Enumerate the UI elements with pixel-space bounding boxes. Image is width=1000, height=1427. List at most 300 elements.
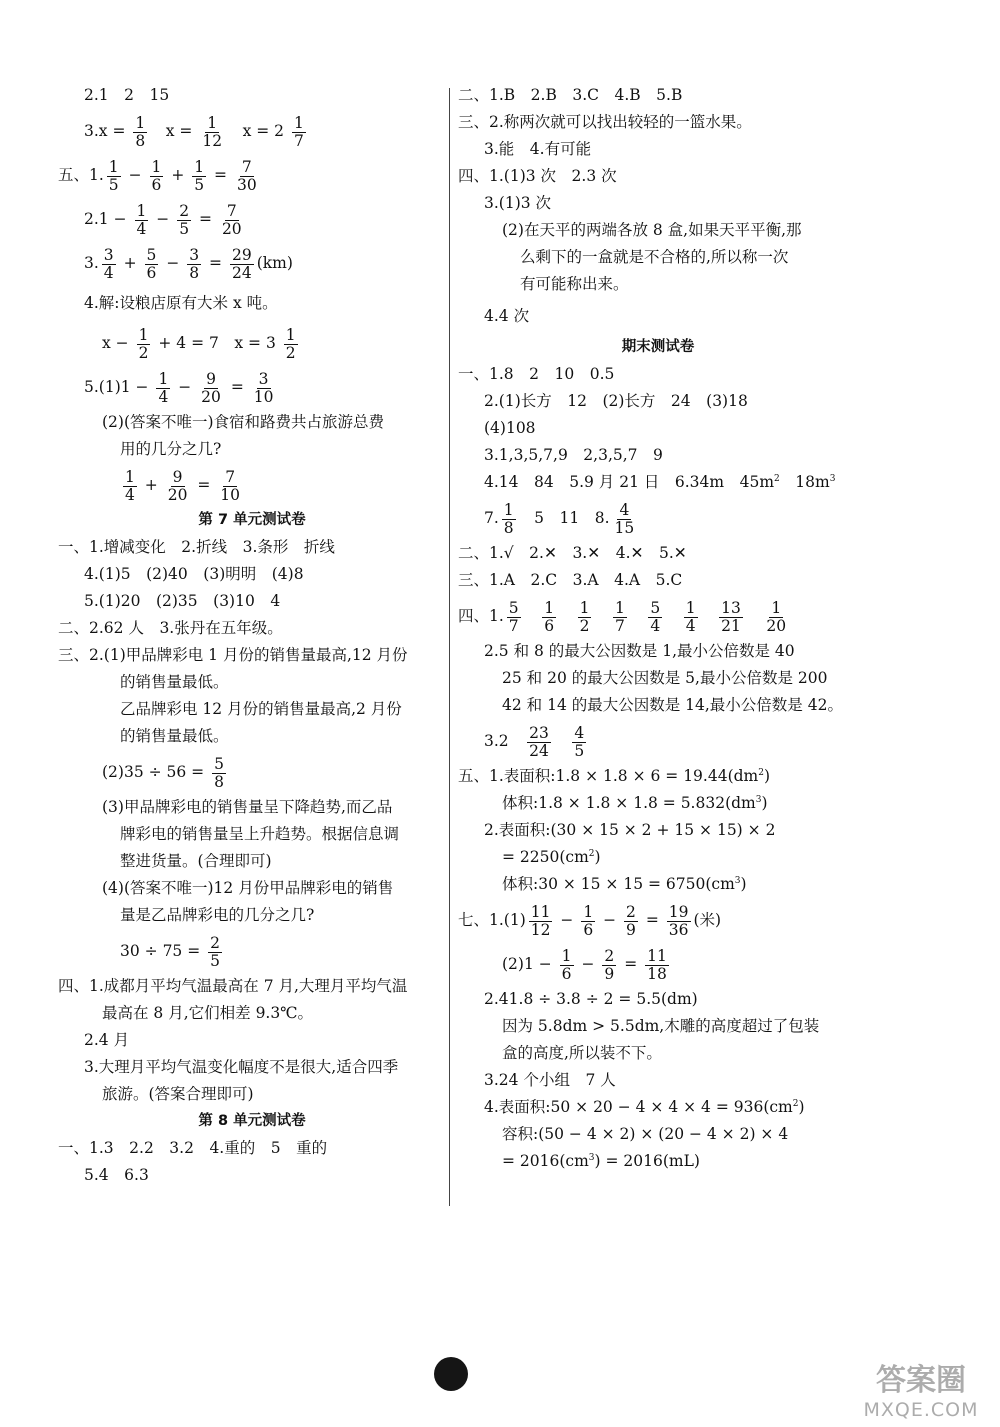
fraction <box>284 327 298 362</box>
answer-text: = 2250(cm <box>502 848 589 866</box>
answer-line <box>458 298 858 334</box>
answer-text: − <box>123 166 147 184</box>
fraction-numerator: 1 <box>135 113 146 132</box>
answer-line <box>58 821 446 848</box>
answer-line <box>458 942 858 986</box>
fraction-numerator: 2 <box>604 946 615 965</box>
left-column <box>58 82 446 1189</box>
fraction-denominator: 5 <box>108 175 119 194</box>
fraction-denominator: 2 <box>579 616 590 635</box>
answer-line <box>458 217 858 244</box>
answer-line <box>58 973 446 1000</box>
fraction-numerator: 1 <box>158 369 169 388</box>
fraction <box>507 600 521 635</box>
answer-text: 2.1 2 15 <box>84 86 170 104</box>
fraction <box>187 247 201 282</box>
fraction <box>667 904 691 939</box>
fraction-numerator: 2 <box>179 201 190 220</box>
answer-line <box>458 109 858 136</box>
answer-line <box>58 794 446 821</box>
fraction-numerator: 1 <box>136 201 147 220</box>
answer-line <box>458 540 858 567</box>
superscript: 2 <box>588 848 595 859</box>
fraction-numerator: 1 <box>503 500 514 519</box>
answer-text: x = 2 <box>227 122 289 140</box>
answer-text: 一、1.3 2.2 3.2 4.重的 5 重的 <box>58 1139 328 1157</box>
fraction <box>212 756 226 791</box>
answer-text: = <box>209 166 232 184</box>
answer-text: + <box>118 254 142 272</box>
answer-text: 五、1. <box>58 166 104 184</box>
answer-line <box>458 763 858 790</box>
fraction-denominator: 4 <box>125 485 135 504</box>
answer-text: 旅游。(答案合理即可) <box>102 1085 254 1103</box>
fraction-denominator: 4 <box>158 387 169 406</box>
fraction-numerator: 1 <box>771 598 782 617</box>
fraction <box>150 159 164 194</box>
fraction-numerator: 4 <box>574 723 585 742</box>
fraction-denominator: 5 <box>179 219 190 238</box>
fraction-denominator: 5 <box>194 175 205 194</box>
fraction-numerator: 1 <box>583 902 594 921</box>
watermark-logo <box>846 1363 996 1421</box>
fraction-denominator: 6 <box>151 175 162 194</box>
fraction-denominator: 36 <box>668 920 689 939</box>
column-divider <box>449 88 450 1206</box>
fraction-numerator: 1 <box>194 157 205 176</box>
fraction-denominator: 6 <box>561 964 572 983</box>
answer-text: 3.能 4.有可能 <box>484 140 592 158</box>
fraction-numerator: 1 <box>544 598 555 617</box>
fraction-numerator: 7 <box>241 157 252 176</box>
answer-line <box>458 244 858 271</box>
answer-text: 量是乙品牌彩电的几分之几? <box>120 906 315 924</box>
superscript: 2 <box>792 1098 799 1109</box>
fraction <box>133 115 147 150</box>
fraction-denominator: 6 <box>544 616 555 635</box>
section-heading <box>58 1108 446 1135</box>
answer-text: = 2016(cm <box>502 1152 589 1170</box>
answer-line <box>458 82 858 109</box>
answer-line <box>458 790 858 817</box>
fraction-numerator: 23 <box>529 723 549 742</box>
fraction-denominator: 24 <box>231 263 252 282</box>
answer-text: 的销售量最低。 <box>120 727 229 745</box>
answer-text: 最高在 8 月,它们相差 9.3℃。 <box>102 1004 314 1022</box>
fraction-numerator: 7 <box>225 467 236 486</box>
answer-text: 3.2 <box>484 732 525 750</box>
fraction-denominator: 4 <box>136 219 147 238</box>
answer-text: ) <box>761 794 768 812</box>
answer-line <box>58 153 446 197</box>
answer-line <box>458 986 858 1013</box>
answer-text: 5.(1)1 − <box>84 378 154 396</box>
answer-line <box>58 615 446 642</box>
answer-text <box>665 607 681 625</box>
fraction-denominator: 15 <box>614 518 635 537</box>
fraction-numerator: 1 <box>207 113 218 132</box>
answer-text: 四、1.(1)3 次 2.3 次 <box>458 167 617 185</box>
superscript: 2 <box>774 473 780 484</box>
answer-line <box>58 463 446 507</box>
answer-line <box>58 109 446 153</box>
page-number-badge <box>434 1357 468 1391</box>
fraction-numerator: 9 <box>172 467 183 486</box>
answer-text: 4.4 次 <box>484 307 530 325</box>
answer-text <box>554 732 570 750</box>
fraction-denominator: 12 <box>530 920 551 939</box>
fraction-denominator: 8 <box>135 131 146 150</box>
answer-text: 因为 5.8dm > 5.5dm,木雕的高度超过了包装 <box>502 1017 820 1035</box>
fraction <box>542 600 556 635</box>
answer-line <box>458 469 858 496</box>
fraction-numerator: 13 <box>721 598 741 617</box>
answer-line <box>58 875 446 902</box>
answer-text: = <box>640 911 664 929</box>
answer-line <box>58 1054 446 1081</box>
answer-line <box>458 1121 858 1148</box>
answer-line <box>458 1013 858 1040</box>
answer-text <box>594 607 610 625</box>
answer-text: 2.4 月 <box>84 1031 130 1049</box>
fraction-denominator: 18 <box>647 964 667 983</box>
answer-text: = <box>204 254 227 272</box>
answer-text: = <box>192 476 216 494</box>
answer-text: (米) <box>693 911 722 929</box>
answer-line <box>58 365 446 409</box>
answer-text: 二、2.62 人 3.张丹在五年级。 <box>58 619 283 637</box>
answer-line <box>458 496 858 540</box>
fraction-numerator: 1 <box>108 157 119 176</box>
fraction-numerator: 5 <box>146 245 157 264</box>
fraction-denominator: 10 <box>253 387 274 406</box>
answer-line <box>58 561 446 588</box>
answer-line <box>458 594 858 638</box>
answer-text: 二、1.√ 2.✕ 3.✕ 4.✕ 5.✕ <box>458 544 687 562</box>
answer-line <box>458 442 858 469</box>
answer-text: 4.14 84 5.9 月 21 日 6.34m 45m <box>484 473 775 491</box>
answer-text: (km) <box>256 254 293 272</box>
fraction-numerator: 3 <box>258 369 269 388</box>
answer-text <box>524 607 540 625</box>
fraction-denominator: 21 <box>721 616 741 635</box>
fraction-denominator: 2 <box>138 343 149 362</box>
fraction <box>684 600 698 635</box>
answer-text: 3.大理月平均气温变化幅度不是很大,适合四季 <box>84 1058 399 1076</box>
fraction <box>252 371 276 406</box>
answer-text: 四、1.成都月平均气温最高在 7 月,大理月平均气温 <box>58 977 408 995</box>
fraction-numerator: 1 <box>125 467 135 486</box>
answer-text: 三、1.A 2.C 3.A 4.A 5.C <box>458 571 683 589</box>
fraction-denominator: 7 <box>508 616 519 635</box>
answer-line <box>58 902 446 929</box>
fraction <box>502 502 516 537</box>
answer-text: 5 11 8. <box>518 509 610 527</box>
fraction <box>166 469 190 504</box>
answer-line <box>458 361 858 388</box>
fraction-numerator: 1 <box>151 157 162 176</box>
fraction-denominator: 6 <box>583 920 594 939</box>
answer-line <box>458 844 858 871</box>
answer-line <box>458 415 858 442</box>
answer-text: 么剩下的一盒就是不合格的,所以称一次 <box>520 248 789 266</box>
answer-line <box>458 871 858 898</box>
answer-line <box>58 642 446 669</box>
answer-text: 一、1.增减变化 2.折线 3.条形 折线 <box>58 538 335 556</box>
fraction <box>220 203 244 238</box>
fraction <box>527 725 551 760</box>
superscript: 3 <box>588 1152 595 1163</box>
fraction <box>192 159 206 194</box>
watermark-text: 答案圈 <box>876 1363 966 1398</box>
answer-line <box>58 929 446 973</box>
answer-line <box>58 534 446 561</box>
answer-text <box>630 607 646 625</box>
answer-text: 第 8 单元测试卷 <box>198 1113 306 1129</box>
answer-text: 一、1.8 2 10 0.5 <box>458 365 615 383</box>
answer-line <box>458 136 858 163</box>
superscript: 3 <box>755 794 762 805</box>
fraction <box>235 159 259 194</box>
answer-text: − <box>555 911 579 929</box>
superscript: 2 <box>758 767 764 778</box>
answer-line <box>458 388 858 415</box>
answer-text: (2)1 − <box>502 955 557 973</box>
answer-text: 2.41.8 ÷ 3.8 ÷ 2 = 5.5(dm) <box>484 990 698 1008</box>
fraction-numerator: 1 <box>293 113 304 132</box>
answer-text: + 4 = 7 x = 3 <box>153 334 281 352</box>
fraction-numerator: 4 <box>619 500 630 519</box>
answer-text: 整进货量。(合理即可) <box>120 852 272 870</box>
fraction-numerator: 7 <box>226 201 237 220</box>
fraction-denominator: 8 <box>503 518 514 537</box>
fraction <box>578 600 592 635</box>
answer-line <box>58 723 446 750</box>
answer-text: x = <box>98 122 131 140</box>
answer-text <box>746 607 762 625</box>
answer-text: 七、1.(1) <box>458 911 526 929</box>
answer-text: 期末测试卷 <box>621 339 695 355</box>
answer-text: + <box>166 166 190 184</box>
fraction-numerator: 11 <box>647 946 667 965</box>
fraction-denominator: 4 <box>650 616 661 635</box>
answer-text: 体积:1.8 × 1.8 × 1.8 = 5.832(dm <box>502 794 756 812</box>
answer-text: − <box>151 210 175 228</box>
fraction-denominator: 24 <box>529 741 549 760</box>
fraction-numerator: 1 <box>579 598 590 617</box>
fraction-denominator: 20 <box>221 219 242 238</box>
fraction-denominator: 12 <box>202 131 223 150</box>
answer-line <box>458 163 858 190</box>
fraction-numerator: 11 <box>530 902 551 921</box>
answer-text: 3.1,3,5,7,9 2,3,5,7 9 <box>484 446 663 464</box>
fraction <box>102 247 116 282</box>
fraction <box>137 327 151 362</box>
fraction <box>645 948 669 983</box>
answer-line <box>458 567 858 594</box>
fraction <box>200 115 224 150</box>
fraction-denominator: 30 <box>236 175 257 194</box>
fraction-numerator: 9 <box>206 369 216 388</box>
fraction <box>123 469 137 504</box>
answer-line <box>58 436 446 463</box>
answer-text: 2.5 和 8 的最大公因数是 1,最小公倍数是 40 <box>484 642 795 660</box>
answer-text: 五、1.表面积:1.8 × 1.8 × 6 = 19.44(dm <box>458 767 759 785</box>
fraction-numerator: 5 <box>650 598 661 617</box>
fraction-numerator: 3 <box>189 245 200 264</box>
fraction-denominator: 7 <box>293 131 304 150</box>
fraction-denominator: 4 <box>103 263 114 282</box>
answer-line <box>458 817 858 844</box>
answer-text <box>701 607 717 625</box>
answer-text: ) = 2016(mL) <box>594 1152 700 1170</box>
answer-text: 的销售量最低。 <box>120 673 229 691</box>
fraction-numerator: 5 <box>508 598 519 617</box>
answer-text: − <box>576 955 600 973</box>
fraction <box>199 371 223 406</box>
answer-text: 二、1.B 2.B 3.C 4.B 5.B <box>458 86 683 104</box>
answer-text: ) <box>798 1098 805 1116</box>
fraction <box>572 725 586 760</box>
answer-text: 2.(1)长方 12 (2)长方 24 (3)18 <box>484 392 748 410</box>
answer-text: 盒的高度,所以装不下。 <box>502 1044 662 1062</box>
fraction-denominator: 4 <box>685 616 696 635</box>
answer-line <box>458 692 858 719</box>
fraction-denominator: 2 <box>285 343 296 362</box>
answer-text: 5.(1)20 (2)35 (3)10 4 <box>84 592 281 610</box>
answer-line <box>58 409 446 436</box>
fraction-denominator: 6 <box>146 263 157 282</box>
answer-text: 30 ÷ 75 = <box>120 942 206 960</box>
fraction-numerator: 29 <box>231 245 252 264</box>
answer-text: 4.解:设粮店原有大米 x 吨。 <box>84 294 278 312</box>
answer-text: ) <box>763 767 771 785</box>
fraction <box>208 935 222 970</box>
answer-line <box>458 1067 858 1094</box>
answer-text: 3.24 个小组 7 人 <box>484 1071 616 1089</box>
answer-text: 25 和 20 的最大公因数是 5,最小公倍数是 200 <box>502 669 828 687</box>
answer-line <box>458 638 858 665</box>
answer-text: (4)(答案不唯一)12 月份甲品牌彩电的销售 <box>102 879 394 897</box>
fraction-denominator: 10 <box>220 485 241 504</box>
answer-text: x = <box>150 122 198 140</box>
answer-line <box>58 1027 446 1054</box>
fraction <box>764 600 788 635</box>
watermark-url: MXQE.COM <box>863 1399 979 1421</box>
fraction-denominator: 20 <box>201 387 221 406</box>
answer-text: 体积:30 × 15 × 15 = 6750(cm <box>502 875 735 893</box>
answer-text: 3.(1)3 次 <box>484 194 552 212</box>
answer-line <box>58 241 446 285</box>
answer-line <box>458 1094 858 1121</box>
answer-text: − <box>173 378 197 396</box>
fraction-numerator: 5 <box>214 754 224 773</box>
answer-line <box>58 321 446 365</box>
fraction <box>581 904 595 939</box>
fraction-denominator: 7 <box>614 616 625 635</box>
answer-text: 四、1. <box>458 607 504 625</box>
fraction <box>177 203 191 238</box>
answer-text: (4)108 <box>484 419 536 437</box>
fraction-numerator: 2 <box>626 902 636 921</box>
answer-text: + <box>139 476 163 494</box>
answer-line <box>58 197 446 241</box>
fraction-denominator: 20 <box>766 616 787 635</box>
fraction-numerator: 1 <box>138 325 149 344</box>
fraction <box>230 247 254 282</box>
answer-text: = <box>619 955 643 973</box>
fraction <box>156 371 170 406</box>
fraction-denominator: 20 <box>167 485 188 504</box>
right-column <box>458 82 858 1175</box>
fraction <box>218 469 242 504</box>
answer-line <box>58 1081 446 1108</box>
answer-line <box>458 190 858 217</box>
fraction-denominator: 9 <box>626 920 636 939</box>
answer-text: 牌彩电的销售量呈上升趋势。根据信息调 <box>120 825 400 843</box>
fraction <box>719 600 743 635</box>
answer-line <box>458 271 858 298</box>
answer-line <box>458 665 858 692</box>
fraction-numerator: 3 <box>103 245 114 264</box>
fraction-numerator: 2 <box>210 933 221 952</box>
answer-line <box>58 1162 446 1189</box>
answer-line <box>58 1000 446 1027</box>
section-heading <box>58 507 446 534</box>
answer-line <box>58 696 446 723</box>
answer-line <box>58 750 446 794</box>
answer-text: 容积:(50 − 4 × 2) × (20 − 4 × 2) × 4 <box>502 1125 789 1143</box>
answer-text: = <box>194 210 217 228</box>
answer-text: 用的几分之几? <box>120 440 222 458</box>
answer-text: 4.(1)5 (2)40 (3)明明 (4)8 <box>84 565 304 583</box>
fraction-numerator: 1 <box>285 325 296 344</box>
answer-text: x − <box>102 334 134 352</box>
answer-text: 三、2.称两次就可以找出较轻的一篮水果。 <box>458 113 752 131</box>
answer-line <box>458 719 858 763</box>
fraction <box>560 948 574 983</box>
superscript: 3 <box>734 875 741 886</box>
answer-text: 2.1 − <box>84 210 132 228</box>
answer-line <box>58 285 446 321</box>
fraction-denominator: 5 <box>574 741 585 760</box>
answer-text <box>559 607 575 625</box>
fraction-denominator: 8 <box>189 263 200 282</box>
answer-line <box>458 1040 858 1067</box>
fraction <box>648 600 662 635</box>
answer-text: 三、2.(1)甲品牌彩电 1 月份的销售量最高,12 月份 <box>58 646 408 664</box>
answer-text: = <box>225 378 249 396</box>
fraction <box>145 247 159 282</box>
answer-text: 3. <box>84 122 99 140</box>
answer-text: (2)35 ÷ 56 = <box>102 763 210 781</box>
fraction <box>107 159 121 194</box>
fraction-denominator: 8 <box>214 772 224 791</box>
answer-text: 乙品牌彩电 12 月份的销售量最高,2 月份 <box>120 700 402 718</box>
fraction <box>624 904 638 939</box>
answer-text: 4.表面积:50 × 20 − 4 × 4 × 4 = 936(cm <box>484 1098 793 1116</box>
answer-text: 7. <box>484 509 499 527</box>
answer-line <box>58 1135 446 1162</box>
answer-text: ) <box>594 848 601 866</box>
answer-line <box>58 848 446 875</box>
fraction <box>529 904 553 939</box>
answer-text: − <box>161 254 185 272</box>
answer-text: (2)(答案不唯一)食宿和路费共占旅游总费 <box>102 413 385 431</box>
answer-line <box>58 82 446 109</box>
superscript: 3 <box>829 473 836 484</box>
answer-line <box>458 898 858 942</box>
